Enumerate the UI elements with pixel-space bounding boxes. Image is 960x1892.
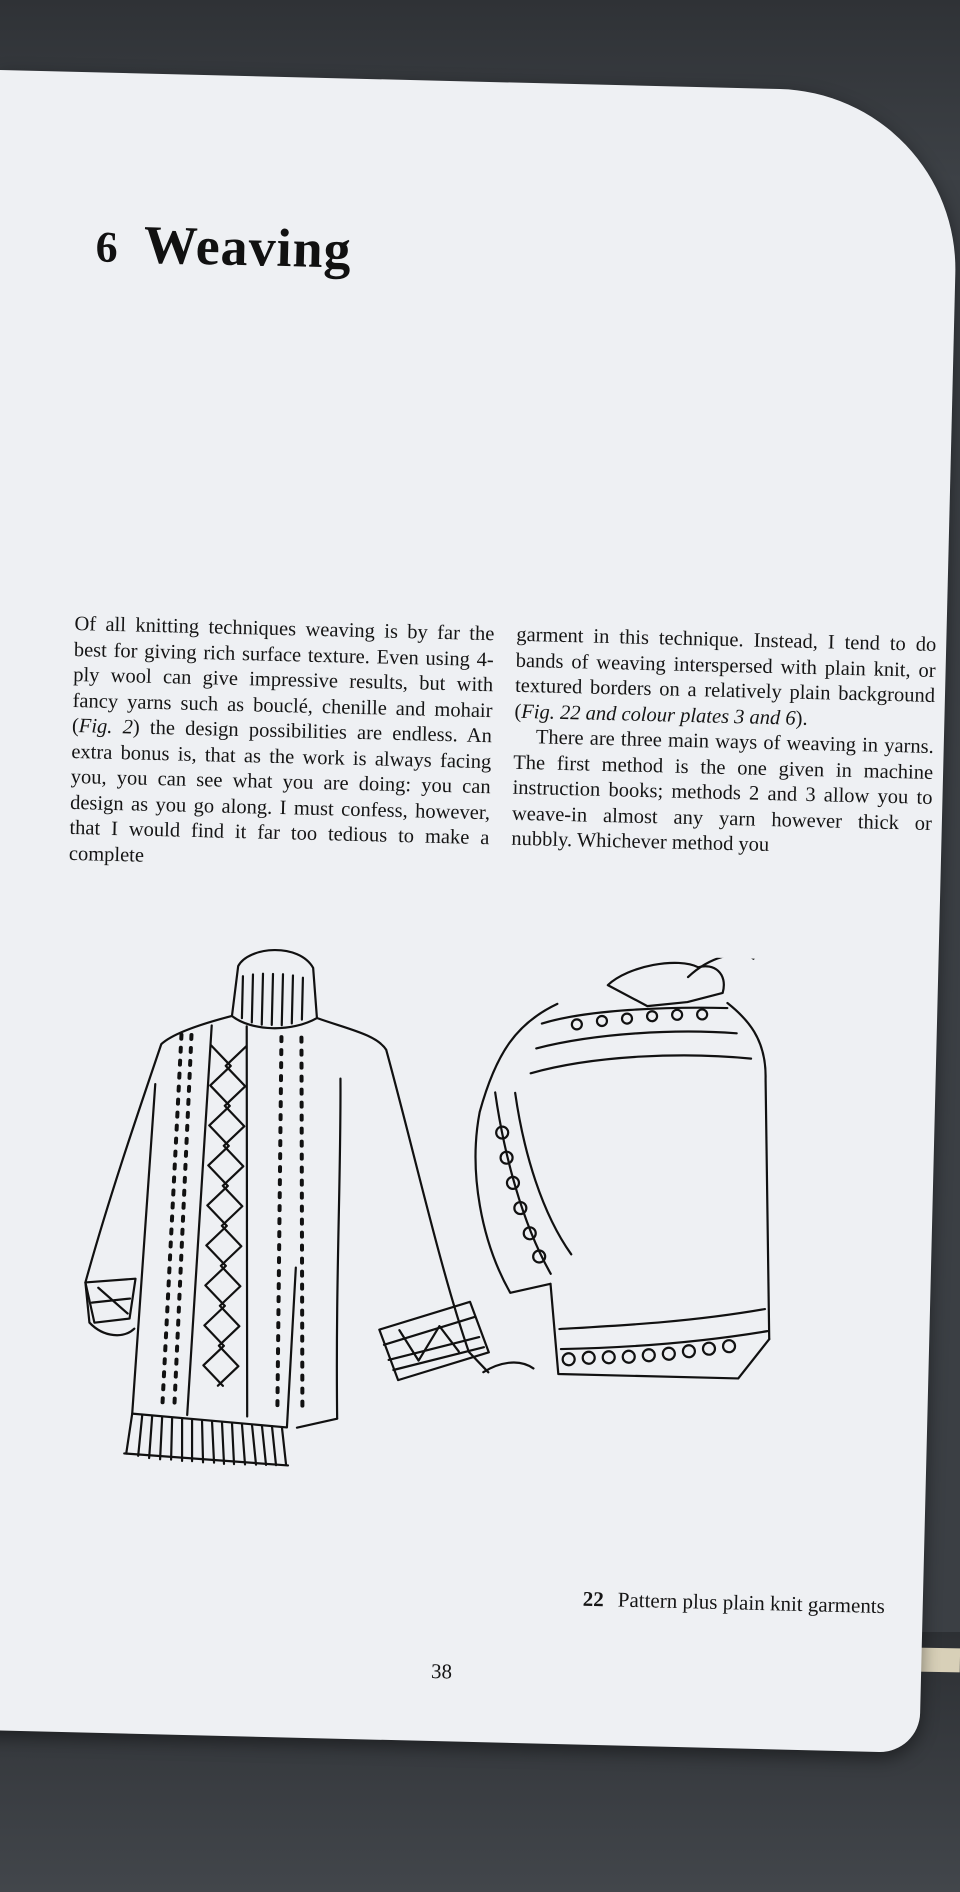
right-text-1: garment in this technique. Instead, I tend to do bands of weaving interspersed with plain knit, or textured borders on a relatively plain background ( (514, 623, 937, 723)
figure-caption-text: Pattern plus plain knit garments (617, 1587, 886, 1619)
left-column (69, 612, 495, 877)
chapter-title: Weaving (143, 214, 353, 280)
page-number: 38 (430, 1659, 453, 1684)
fig-2-reference: Fig. 2 (78, 715, 134, 739)
left-text-2: ) the design possibilities are endless. An extra bonus is, that as the work is always facing you, you can see what you are doing: you can design as you go along. I must confess, however, that I would find it far too tedious to make a complete (68, 716, 493, 867)
right-paragraph-1 (514, 623, 936, 735)
garment-illustration (73, 942, 889, 1621)
right-column (511, 623, 936, 863)
right-text-1-end: ). (795, 707, 808, 730)
right-sweater-drawing (470, 948, 778, 1379)
left-sweater-drawing (81, 946, 543, 1472)
chapter-heading (95, 212, 352, 280)
right-paragraph-2: There are three main ways of weaving in yarns. The first method is the one given in machine instruction books; methods 2 and 3 allow you to weave-in almost any yarn however thick or nubbly. Whichever method you (511, 726, 935, 857)
left-paragraph (69, 612, 495, 877)
fig-22-reference: Fig. 22 and colour plates 3 and 6 (521, 700, 796, 730)
figure-number: 22 (582, 1586, 605, 1612)
chapter-number: 6 (95, 222, 119, 272)
left-text-1: Of all knitting techniques weaving is by far the best for giving rich surface texture. Even using 4-ply wool can give impressive results, but with fancy yarns such as bouclé, chenille and mohair ( (71, 612, 495, 738)
book-page (0, 70, 960, 1753)
